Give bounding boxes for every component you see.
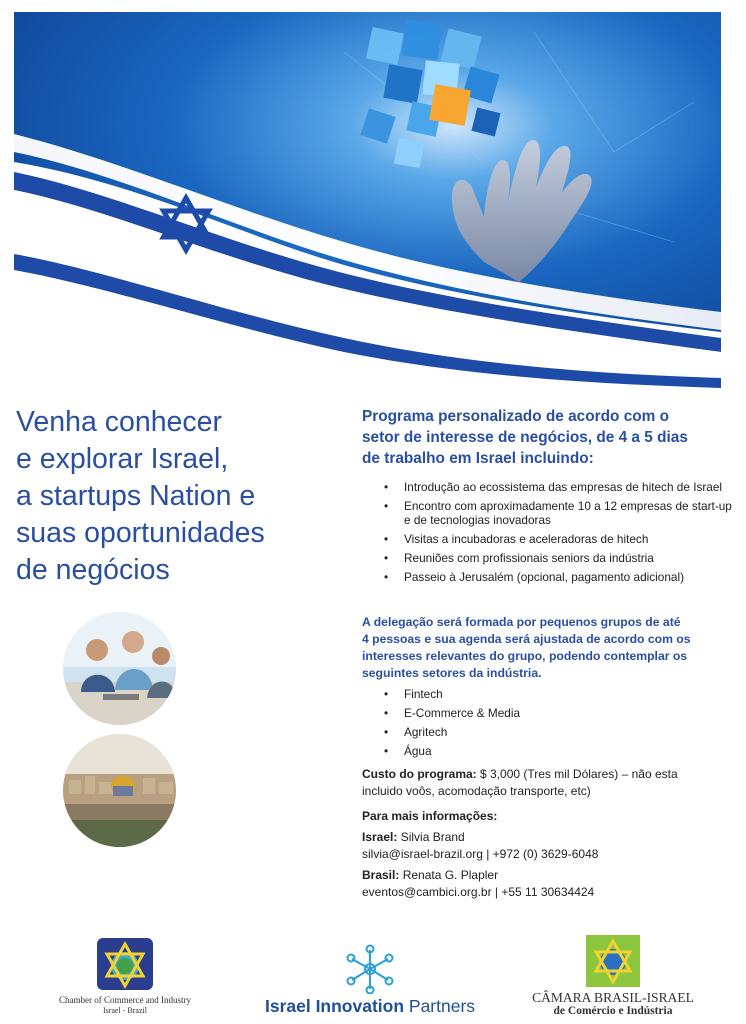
intro-line: Programa personalizado de acordo com o <box>362 408 670 425</box>
chamber-logo <box>52 936 198 1016</box>
list-item: • Fintech <box>384 687 443 701</box>
brasil-contact[interactable]: eventos@cambici.org.br | +55 11 30634424 <box>362 885 595 899</box>
headline <box>16 404 336 589</box>
program-list <box>362 480 734 589</box>
chamber-caption-2: Israel - Brazil <box>103 1006 147 1015</box>
chamber-emblem-icon <box>95 936 155 992</box>
logo-text-light: Partners <box>404 996 476 1016</box>
para-line: interesses relevantes do grupo, podendo contemplar os <box>362 649 688 663</box>
list-item: • E-Commerce & Media <box>384 706 521 720</box>
brasil-name: Renata G. Plapler <box>399 868 499 882</box>
headline-line: de negócios <box>16 554 170 586</box>
camara-emblem-icon <box>585 934 641 988</box>
list-item: • Passeio à Jerusalém (opcional, pagamento adicional) <box>384 570 685 584</box>
delegation-paragraph <box>362 614 734 682</box>
camara-brasil-israel-logo <box>528 934 698 1018</box>
israel-name: Silvia Brand <box>397 830 465 844</box>
para-line: 4 pessoas e sua agenda será ajustada de acordo com os <box>362 632 691 646</box>
cost-label: Custo do programa: <box>362 767 477 781</box>
israel-contact[interactable]: silvia@israel-brazil.org | +972 (0) 3629-6048 <box>362 847 599 861</box>
list-item: • Introdução ao ecossistema das empresas de hitech de Israel <box>384 480 723 494</box>
meeting-photo <box>63 612 176 725</box>
program-intro <box>362 406 734 469</box>
headline-line: e explorar Israel, <box>16 443 229 475</box>
hero-banner <box>14 12 721 390</box>
list-item: • Visitas a incubadoras e aceleradoras de hitech <box>384 532 649 546</box>
camara-caption-1: CÂMARA BRASIL-ISRAEL <box>532 990 694 1005</box>
headline-line: a startups Nation e <box>16 480 256 512</box>
list-item: • Encontro com aproximadamente 10 a 12 empresas de start-up e de tecnologias inovadoras <box>384 499 732 527</box>
jerusalem-photo <box>63 734 176 847</box>
intro-line: setor de interesse de negócios, de 4 a 5 dias <box>362 429 688 446</box>
headline-line: Venha conhecer <box>16 406 222 438</box>
cost-value: $ 3,000 (Tres mil Dólares) – não esta <box>476 767 678 781</box>
logo-text-bold: Israel Innovation <box>264 996 405 1016</box>
headline-line: suas oportunidades <box>16 517 265 549</box>
contact-info <box>362 808 734 901</box>
contact-heading: Para mais informações: <box>362 809 498 823</box>
program-cost <box>362 766 734 800</box>
intro-line: de trabalho em Israel incluindo: <box>362 450 594 467</box>
list-item: • Reuniões com profissionais seniors da indústria <box>384 551 654 565</box>
cost-note: incluido voôs, acomodação transporte, etc) <box>362 784 591 798</box>
para-line: seguintes setores da indústria. <box>362 666 542 680</box>
brasil-label: Brasil: <box>362 868 400 882</box>
network-molecule-icon <box>340 944 400 994</box>
camara-caption-2: de Comércio e Indústria <box>553 1005 673 1017</box>
israel-innovation-partners-logo <box>254 944 486 1017</box>
sector-list <box>362 687 734 763</box>
israel-label: Israel: <box>362 830 398 844</box>
chamber-caption-1: Chamber of Commerce and Industry <box>59 995 191 1005</box>
list-item: • Agritech <box>384 725 448 739</box>
list-item: • Água <box>384 744 432 758</box>
para-line: A delegação será formada por pequenos grupos de até <box>362 615 681 629</box>
